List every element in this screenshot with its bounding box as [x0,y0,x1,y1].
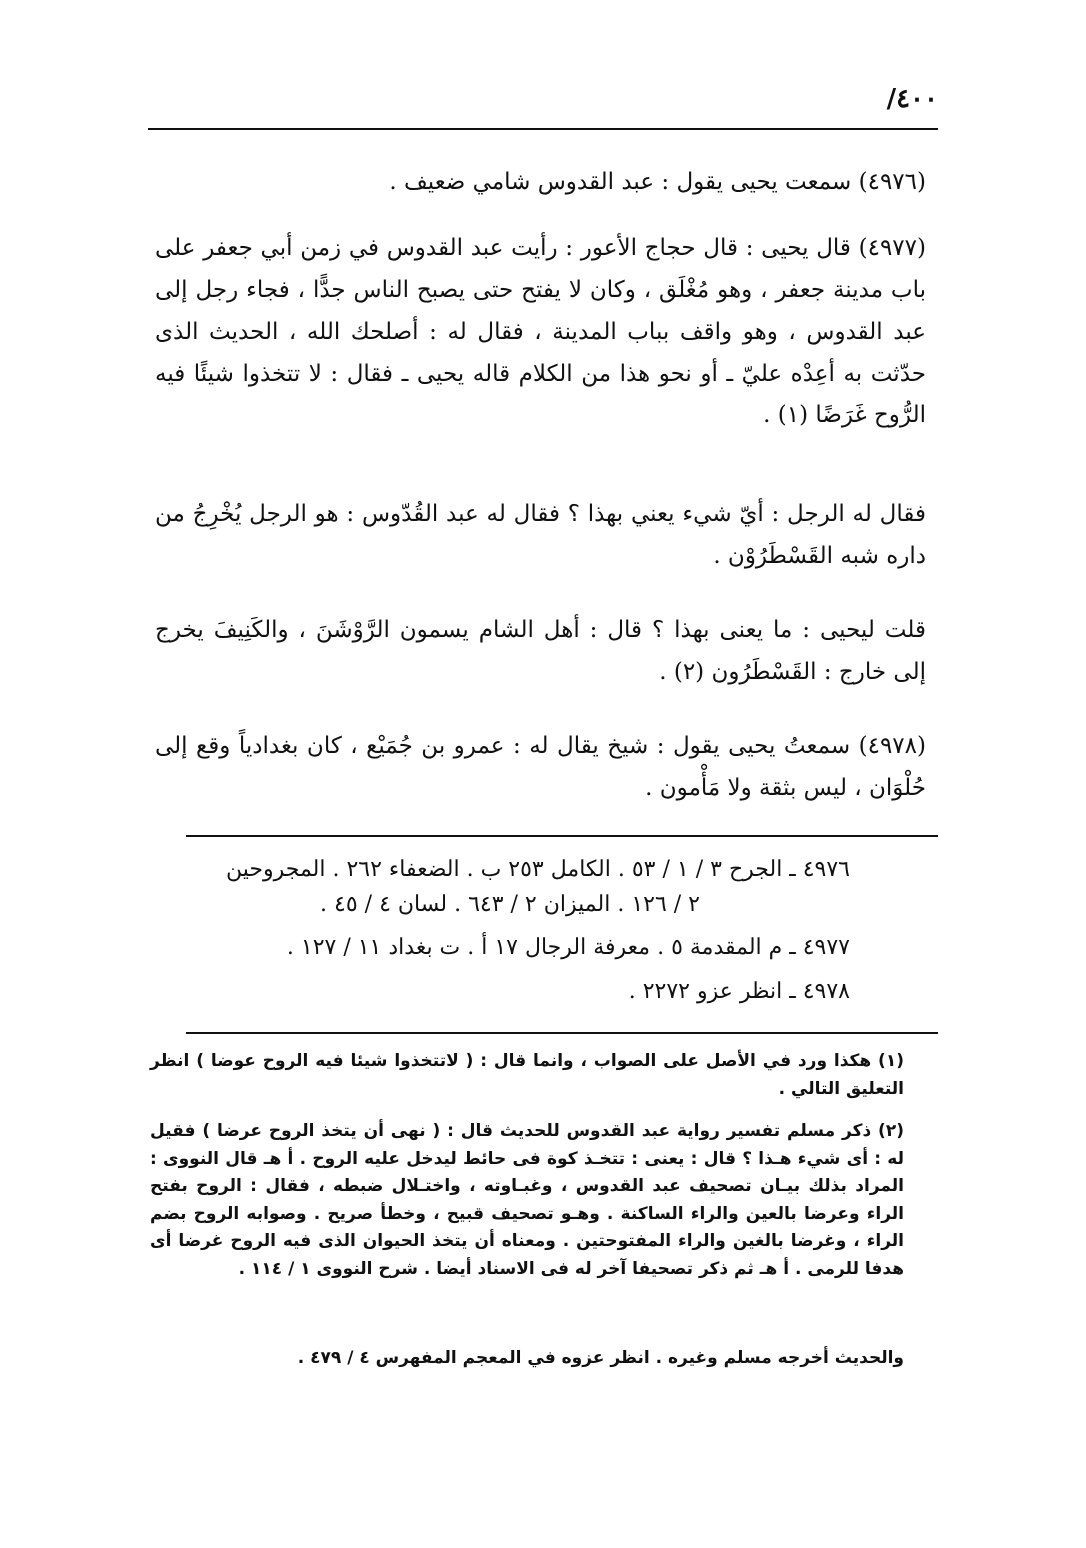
entry-4977-explanation: فقال له الرجل : أيّ شيء يعني بهذا ؟ فقال له عبد القُدّوس : هو الرجل يُخْرِجُ من داره شبه القَسْطَرُوْن . [155,501,926,569]
reference-4976-cont: ٢ / ١٢٦ . الميزان ٢ / ٦٤٣ . لسان ٤ / ٤٥ . [320,892,700,918]
reference-4978: ٤٩٧٨ ـ انظر عزو ٢٢٧٢ . [628,978,850,1004]
footnote-2: (٢) ذكر مسلم تفسير رواية عبد القدوس للحديث قال : ( نهى أن يتخذ الروح عرضا ) فقيل له : أى شيء هـذا ؟ قال : يعنى : تتخـذ كوة فى حائط ليدخل عليه الروح . أ هـ قال النووى : المراد بذلك بيـان تصحيف عبد القدوس ، وغبـاوته ، واختـلال ضبطه ، فقال : الروح بفتح الراء وعرضا بالعين والراء الساكنة . وهـو تصحيف قبيح ، وخطأ صريح . وصوابه الروح بضم الراء ، وغرضا بالغين والراء المفتوحتين . ومعناه أن يتخذ الحيوان الذى فيه الروح غرضا أى هدفا للرمى . أ هـ ثم ذكر تصحيفا آخر له فى الاسناد أيضا . شرح النووى ١ / ١١٤ . [150,1121,904,1279]
entry-4978: (٤٩٧٨) سمعتُ يحيى يقول : شيخ يقال له : عمرو بن جُمَيْع ، كان بغدادياً وقع إلى حُلْوَان ، ليس بثقة ولا مَأْمون . [155,733,926,801]
references-block [160,852,850,1009]
reference-4977: ٤٩٧٧ ـ م المقدمة ٥ . معرفة الرجال ١٧ أ . ت بغداد ١١ / ١٢٧ . [286,935,850,961]
footnote-1: (١) هكذا ورد في الأصل على الصواب ، وانما قال : ( لاتتخذوا شيئا فيه الروح عوضا ) انظر التعليق التالي . [150,1051,904,1099]
footnotes-rule [186,1032,938,1034]
entry-4976: (٤٩٧٦) سمعت يحيى يقول : عبد القدوس شامي ضعيف . [389,169,926,195]
entry-4977: (٤٩٧٧) قال يحيى : قال حجاج الأعور : رأيت عبد القدوس في زمن أبي جعفر على باب مدينة جعفر ، وهو مُغْلَق ، وكان لا يفتح حتى يصبح الناس جدًّا ، فجاء رجل إلى عبد القدوس ، وهو واقف بباب المدينة ، فقال له : أصلحك الله ، الحديث الذى حدّثت به أعِدْه عليّ ـ أو نحو هذا من الكلام قاله يحيى ـ فقال : لا تتخذوا شيئًا فيه الرُّوح غَرَضًا (١) . [155,235,926,429]
header-rule [148,128,938,130]
footnote-3: والحديث أخرجه مسلم وغيره . انظر عزوه في المعجم المفهرس ٤ / ٤٧٩ . [297,1348,904,1368]
entry-4977-yahya-question: قلت ليحيى : ما يعنى بهذا ؟ قال : أهل الشام يسمون الرَّوْشَنَ ، والكَنِيفَ يخرج إلى خارج : القَسْطَرُون (٢) . [155,617,926,685]
references-rule [186,835,938,837]
reference-4976: ٤٩٧٦ ـ الجرح ٣ / ١ / ٥٣ . الكامل ٢٥٣ ب . الضعفاء ٢٦٢ . المجروحين [226,857,850,882]
page-number: ٤٠٠/ [886,84,938,114]
